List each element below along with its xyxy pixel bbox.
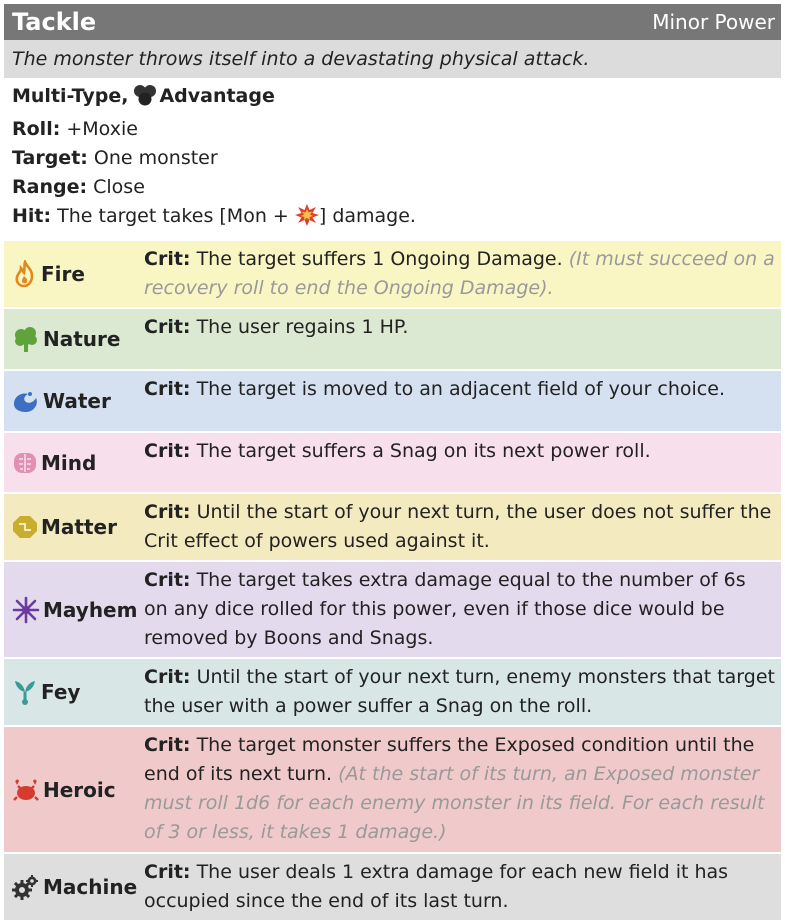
type-row-nature <box>4 307 781 369</box>
type-row-mayhem <box>4 560 781 657</box>
type-name: Fey <box>41 680 81 704</box>
crit-label: Crit: <box>144 440 191 462</box>
crit-text: The user regains 1 HP. <box>196 316 409 338</box>
type-row-fey <box>4 657 781 725</box>
crit-effect <box>144 433 781 492</box>
type-label-cell <box>4 494 144 560</box>
card-header <box>4 4 781 40</box>
crit-label: Crit: <box>144 666 191 688</box>
type-row-water <box>4 369 781 431</box>
crit-label: Crit: <box>144 734 191 756</box>
crit-effect <box>144 309 781 369</box>
damage-burst-icon <box>295 204 319 235</box>
type-name: Matter <box>41 515 117 539</box>
crit-label: Crit: <box>144 501 191 523</box>
type-row-matter <box>4 492 781 560</box>
burst-icon <box>12 596 43 624</box>
roll-value: +Moxie <box>66 118 138 140</box>
crit-effect <box>144 494 781 560</box>
tags-line <box>12 82 773 115</box>
stats-block <box>4 78 781 239</box>
sprout-icon <box>12 678 41 706</box>
type-name: Mind <box>41 450 97 475</box>
range-value: Close <box>93 176 145 198</box>
type-label-cell <box>4 309 144 369</box>
power-card <box>4 4 781 920</box>
crit-text: The target is moved to an adjacent field of your choice. <box>196 378 725 400</box>
crit-effect <box>144 854 781 920</box>
type-row-fire <box>4 239 781 307</box>
crit-label: Crit: <box>144 861 191 883</box>
crit-effect <box>144 371 781 431</box>
tags-advantage: Advantage <box>159 85 275 107</box>
wave-icon <box>12 388 43 414</box>
type-label-cell <box>4 659 144 725</box>
crit-effect <box>144 241 781 307</box>
brain-icon <box>12 450 41 476</box>
type-name: Water <box>43 389 111 413</box>
gears-icon <box>12 873 43 901</box>
crit-label: Crit: <box>144 378 191 400</box>
crit-label: Crit: <box>144 316 191 338</box>
type-label-cell <box>4 433 144 492</box>
crit-text: The target suffers a Snag on its next power roll. <box>196 440 651 462</box>
type-label-cell <box>4 854 144 920</box>
type-label-cell <box>4 727 144 852</box>
matter-icon <box>12 514 41 540</box>
crit-text: The target monster suffers the Exposed condition until the end of its next turn. <box>144 734 755 785</box>
crit-effect <box>144 727 781 852</box>
crit-text: Until the start of your next turn, the user does not suffer the Crit effect of powers used against it. <box>144 501 772 552</box>
type-name: Nature <box>43 327 121 351</box>
fire-icon <box>12 260 41 288</box>
type-label-cell <box>4 241 144 307</box>
type-name: Machine <box>43 875 138 899</box>
tree-icon <box>12 325 43 353</box>
advantage-icon <box>132 84 158 115</box>
crit-text: The user deals 1 extra damage for each new field it has occupied since the end of its last turn. <box>144 861 729 912</box>
crit-effect <box>144 562 781 657</box>
crit-label: Crit: <box>144 569 191 591</box>
power-type: Minor Power <box>652 10 775 34</box>
type-name: Mayhem <box>43 597 138 622</box>
hit-line: Hit: The target takes [Mon + ] damage. <box>12 202 773 235</box>
type-name: Fire <box>41 262 85 286</box>
crit-effect <box>144 659 781 725</box>
type-name: Heroic <box>43 777 116 802</box>
target-value: One monster <box>93 147 218 169</box>
type-row-machine <box>4 852 781 920</box>
tags-multitype: Multi-Type, <box>12 85 129 107</box>
range-line: Range: Close <box>12 176 145 198</box>
crit-text: The target takes extra damage equal to the number of 6s on any dice rolled for this power, even if those dice would be removed by Boons and Snags. <box>144 569 746 649</box>
crit-text: The target suffers 1 Ongoing Damage. <box>196 248 563 270</box>
crab-icon <box>12 777 43 803</box>
power-title: Tackle <box>12 8 97 36</box>
target-line: Target: One monster <box>12 147 218 169</box>
crit-note: (It must succeed on a recovery roll to end the Ongoing Damage). <box>144 248 775 299</box>
crit-label: Crit: <box>144 248 191 270</box>
crit-text: Until the start of your next turn, enemy monsters that target the user with a power suffer a Snag on the roll. <box>144 666 775 717</box>
type-row-heroic <box>4 725 781 852</box>
type-label-cell <box>4 371 144 431</box>
type-row-mind <box>4 431 781 492</box>
type-table <box>4 239 781 920</box>
crit-note: (At the start of its turn, an Exposed monster must roll 1d6 for each enemy monster in its field. For each result of 3 or less, it takes 1 damage.) <box>144 763 765 843</box>
roll-line: Roll: +Moxie <box>12 118 138 140</box>
flavor-text: The monster throws itself into a devastating physical attack. <box>4 40 781 78</box>
type-label-cell <box>4 562 144 657</box>
